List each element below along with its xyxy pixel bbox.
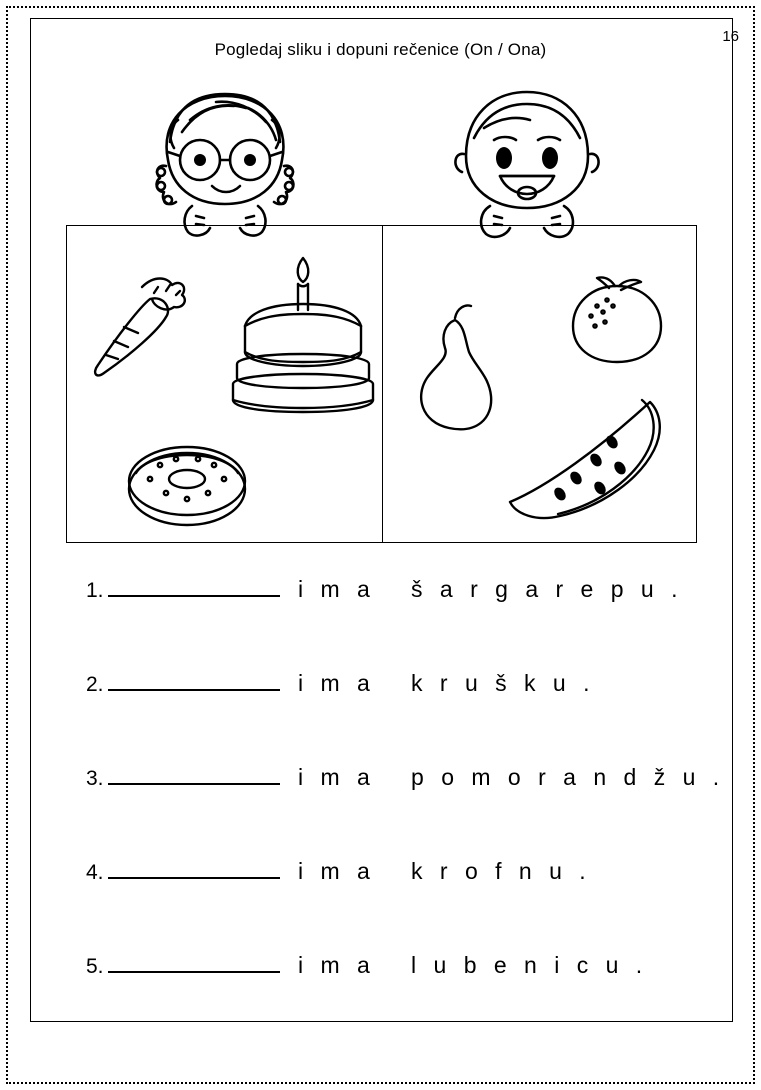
sentence-text: i m a l u b e n i c u . — [298, 952, 648, 978]
carrot-drawing — [80, 265, 190, 385]
sentence-number: 4. — [86, 861, 104, 884]
sentence-number: 2. — [86, 673, 104, 696]
birthday-cake-drawing — [215, 248, 390, 418]
sentence-text: i m a k r o f n u . — [298, 858, 592, 884]
answer-blank-4[interactable] — [108, 857, 280, 879]
page-number: 16 — [722, 28, 739, 45]
donut-drawing — [120, 435, 255, 535]
answer-blank-1[interactable] — [108, 575, 280, 597]
sentence-number: 3. — [86, 767, 104, 790]
pear-drawing — [395, 300, 515, 435]
sentence-row — [86, 951, 726, 1045]
sentence-text: i m a p o m o r a n d ž u . — [298, 764, 725, 790]
watermelon-slice-drawing — [500, 390, 675, 530]
sentence-number: 5. — [86, 955, 104, 978]
answer-blank-3[interactable] — [108, 763, 280, 785]
girl-with-glasses-illustration — [130, 82, 320, 242]
sentence-text: i m a š a r g a r e p u . — [298, 576, 683, 602]
smiling-boy-illustration — [432, 82, 622, 242]
page-title: Pogledaj sliku i dopuni rečenice (On / Ona) — [214, 40, 547, 59]
answer-blank-2[interactable] — [108, 669, 280, 691]
sentence-row — [86, 763, 726, 857]
sentence-row — [86, 575, 726, 669]
answer-blank-5[interactable] — [108, 951, 280, 973]
sentence-row — [86, 857, 726, 951]
sentence-list — [86, 575, 726, 1045]
sentence-text: i m a k r u š k u . — [298, 670, 595, 696]
sentence-row — [86, 669, 726, 763]
sentence-number: 1. — [86, 579, 104, 602]
orange-drawing — [565, 270, 670, 370]
